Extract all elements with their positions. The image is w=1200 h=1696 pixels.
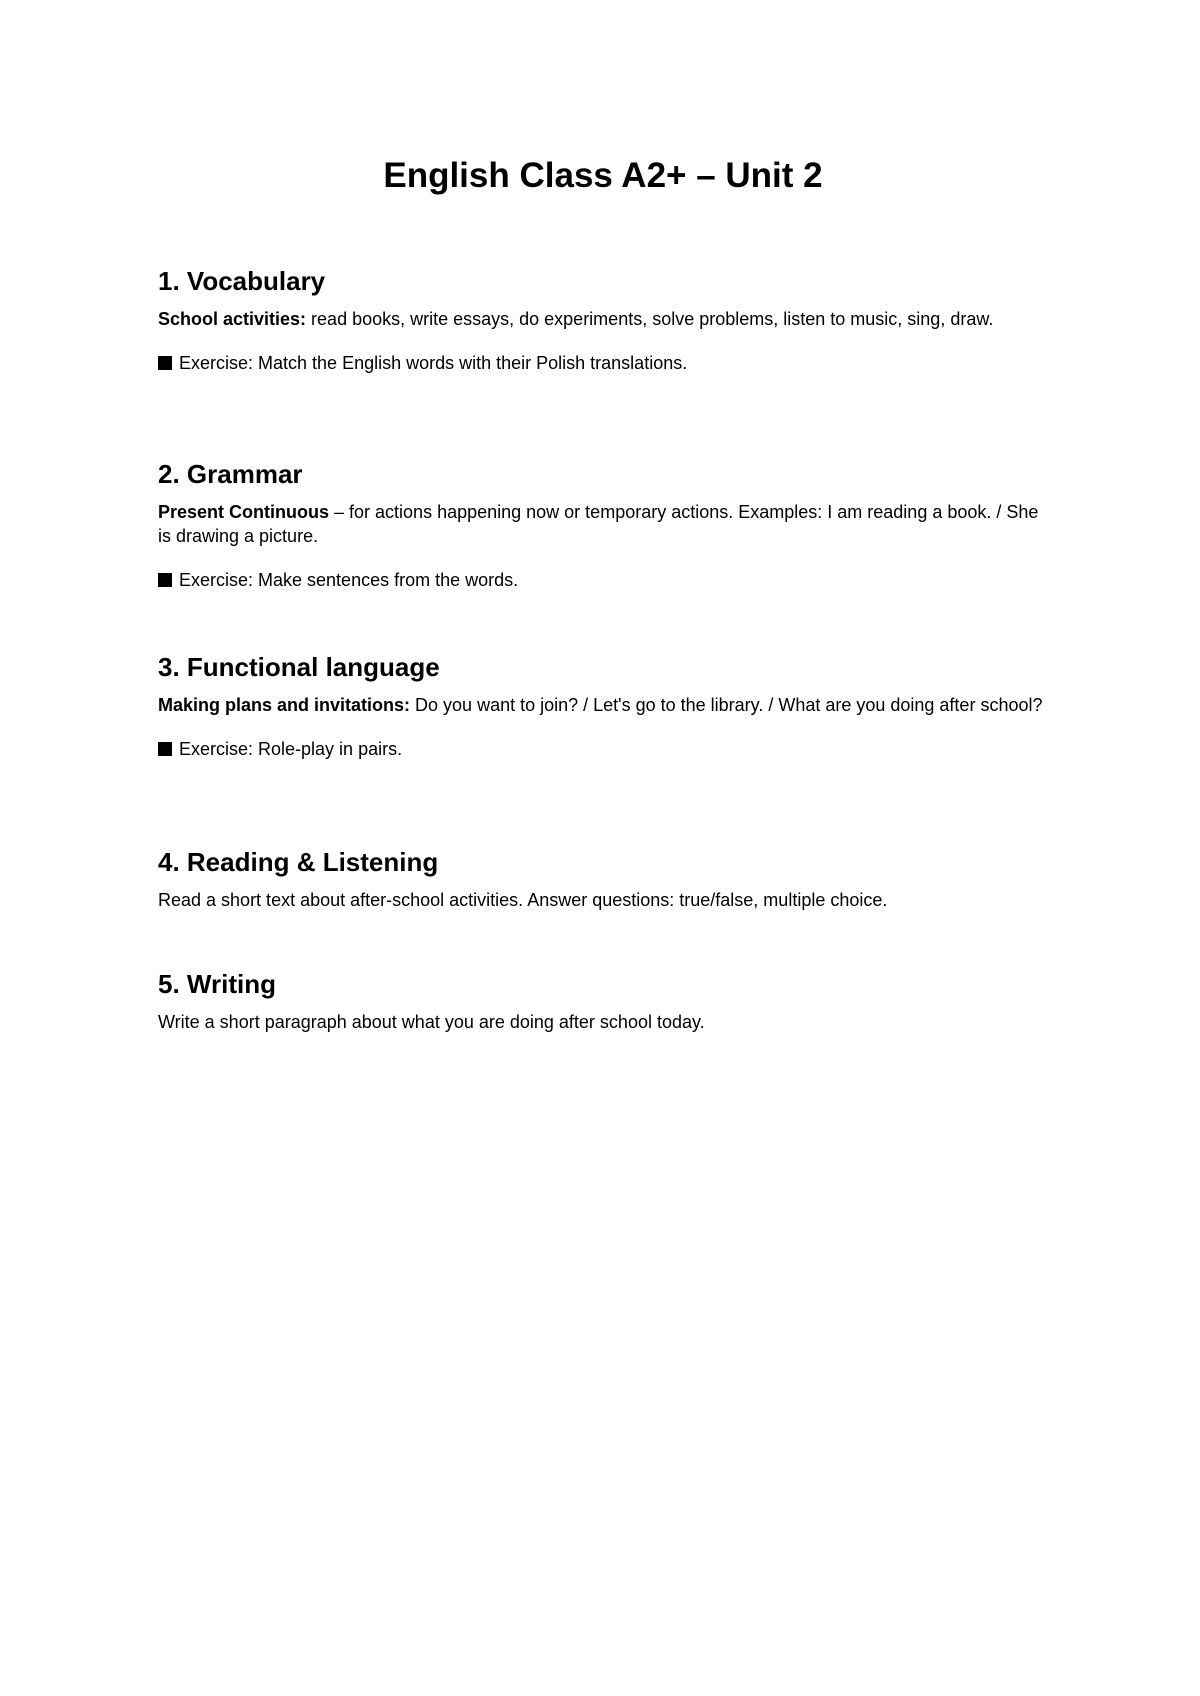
section-reading-listening <box>158 847 1048 912</box>
exercise-line <box>158 737 1048 761</box>
section-paragraph <box>158 307 1048 331</box>
exercise-text: Exercise: Match the English words with their Polish translations. <box>179 353 688 374</box>
section-paragraph <box>158 500 1048 548</box>
section-text: read books, write essays, do experiments, solve problems, listen to music, sing, draw. <box>306 309 994 330</box>
section-heading: 4. Reading & Listening <box>158 847 439 877</box>
section-paragraph: Read a short text about after-school activities. Answer questions: true/false, multiple choice. <box>158 890 888 911</box>
section-heading: 1. Vocabulary <box>158 266 326 296</box>
section-paragraph: Write a short paragraph about what you are doing after school today. <box>158 1012 705 1033</box>
section-functional-language <box>158 652 1048 761</box>
exercise-line <box>158 351 1048 375</box>
section-lead: School activities: <box>158 309 307 330</box>
section-vocabulary <box>158 266 1048 375</box>
exercise-text: Exercise: Make sentences from the words. <box>179 570 519 591</box>
square-bullet-icon <box>158 742 172 756</box>
section-lead: Making plans and invitations: <box>158 695 411 716</box>
section-heading: 2. Grammar <box>158 459 303 489</box>
section-lead: Present Continuous <box>158 502 330 523</box>
exercise-line <box>158 568 1048 592</box>
section-text: Do you want to join? / Let's go to the library. / What are you doing after school? <box>410 695 1043 716</box>
section-heading: 3. Functional language <box>158 652 440 682</box>
section-grammar <box>158 459 1048 592</box>
section-paragraph <box>158 693 1048 717</box>
document-title: English Class A2+ – Unit 2 <box>383 156 823 195</box>
section-text: – for actions happening now or temporary actions. Examples: I am reading a book. / She is drawing a picture. <box>158 502 1039 547</box>
section-heading: 5. Writing <box>158 969 276 999</box>
square-bullet-icon <box>158 356 172 370</box>
square-bullet-icon <box>158 573 172 587</box>
exercise-text: Exercise: Role-play in pairs. <box>179 739 403 760</box>
section-writing <box>158 969 1048 1034</box>
